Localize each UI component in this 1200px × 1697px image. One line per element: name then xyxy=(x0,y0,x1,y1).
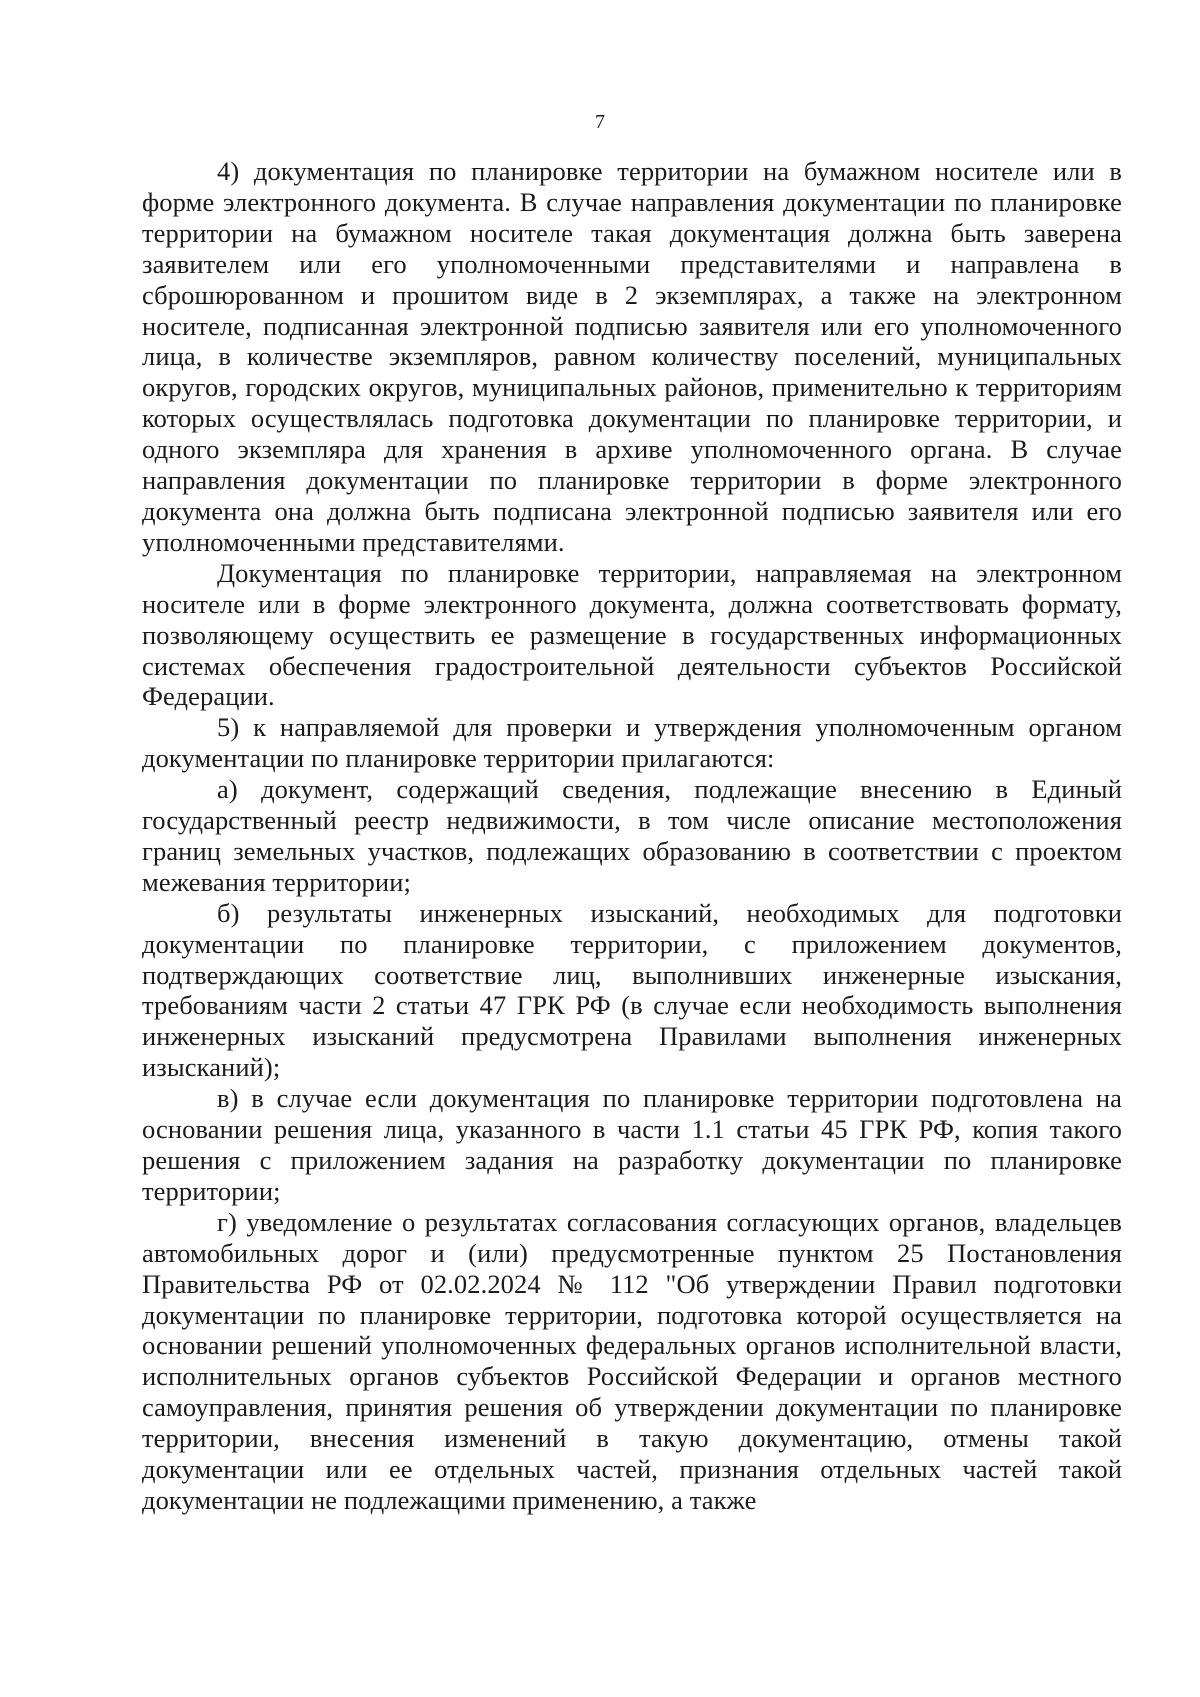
paragraph-documentation-format: Документация по планировке территории, направляемая на электронном носителе или в форме электронного документа, должна соответствовать формату, позволяющему осуществить ее размещение в государственных информационных системах обеспечения градостроительной деятельности субъектов Российской Федерации. xyxy=(142,557,1122,712)
paragraph-subitem-b: б) результаты инженерных изысканий, необходимых для подготовки документации по планировке территории, с приложением документов, подтверждающих соответствие лиц, выполнивших инженерные изыскания, требованиям части 2 статьи 47 ГРК РФ (в случае если необходимость выполнения инженерных изысканий предусмотрена Правилами выполнения инженерных изысканий); xyxy=(142,897,1122,1083)
paragraph-subitem-v: в) в случае если документация по планировке территории подготовлена на основании решения лица, указанного в части 1.1 статьи 45 ГРК РФ, копия такого решения с приложением задания на разработку документации по планировке территории; xyxy=(142,1083,1122,1206)
paragraph-item-4: 4) документация по планировке территории на бумажном носителе или в форме электронного документа. В случае направления документации по планировке территории на бумажном носителе такая документация должна быть заверена заявителем или его уполномоченными представителями и направлена в сброшюрованном и прошитом виде в 2 экземплярах, а также на электронном носителе, подписанная электронной подписью заявителя или его уполномоченного лица, в количестве экземпляров, равном количеству поселений, муниципальных округов, городских округов, муниципальных районов, применительно к территориям которых осуществлялась подготовка документации по планировке территории, и одного экземпляра для хранения в архиве уполномоченного органа. В случае направления документации по планировке территории в форме электронного документа она должна быть подписана электронной подписью заявителя или его уполномоченными представителями. xyxy=(142,156,1122,557)
paragraph-item-5: 5) к направляемой для проверки и утверждения уполномоченным органом документации по планировке территории прилагаются: xyxy=(142,712,1122,774)
paragraph-subitem-g: г) уведомление о результатах согласования согласующих органов, владельцев автомобильных дорог и (или) предусмотренные пунктом 25 Постановления Правительства РФ от 02.02.2024 № 112 "Об утверждении Правил подготовки документации по планировке территории, подготовка которой осуществляется на основании решений уполномоченных федеральных органов исполнительной власти, исполнительных органов субъектов Российской Федерации и органов местного самоуправления, принятия решения об утверждении документации по планировке территории, внесения изменений в такую документацию, отмены такой документации или ее отдельных частей, признания отдельных частей такой документации не подлежащими применению, а также xyxy=(142,1206,1122,1515)
document-body xyxy=(142,156,1122,1516)
paragraph-subitem-a: а) документ, содержащий сведения, подлежащие внесению в Единый государственный реестр недвижимости, в том числе описание местоположения границ земельных участков, подлежащих образованию в соответствии с проектом межевания территории; xyxy=(142,774,1122,897)
page-number: 7 xyxy=(595,111,605,133)
